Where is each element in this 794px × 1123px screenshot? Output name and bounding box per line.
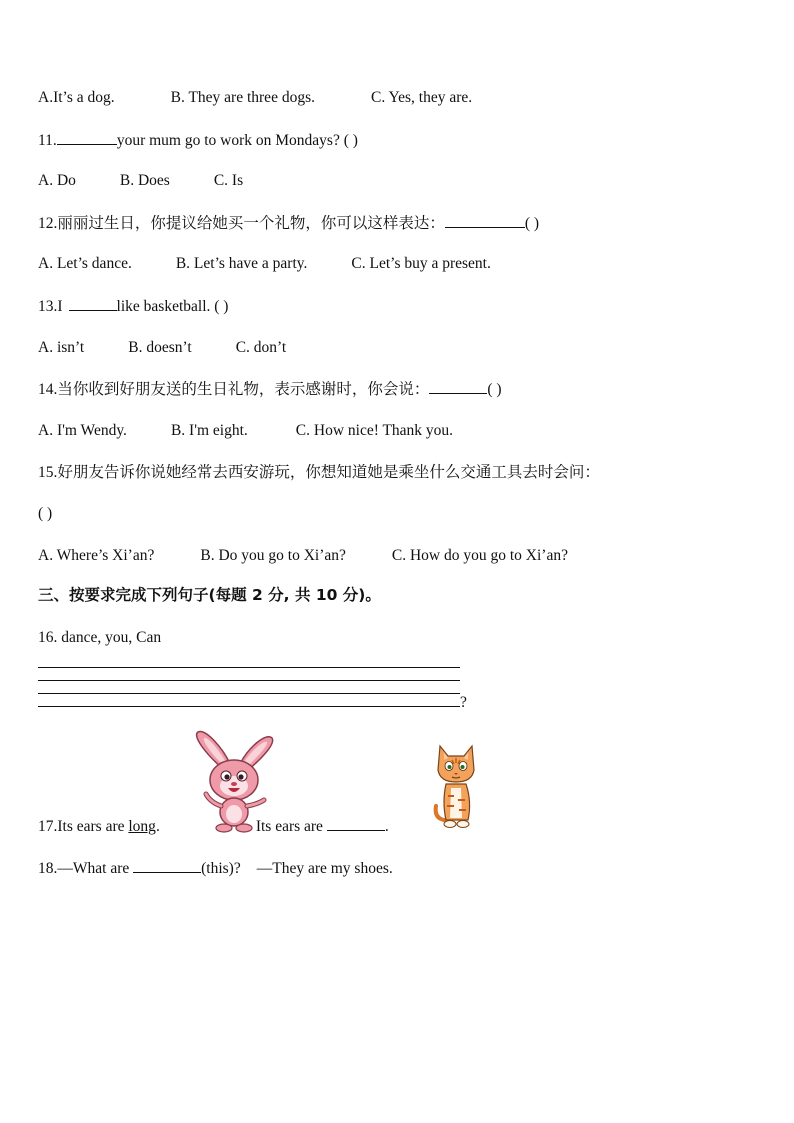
q13-answer-blank[interactable]	[69, 296, 117, 311]
q11-option-b: B. Does	[119, 172, 170, 189]
q11-text: your mum go to work on Mondays? ( )	[116, 132, 358, 149]
q14-options	[38, 421, 453, 441]
q11-option-a: A. Do	[38, 172, 76, 189]
q15-paren: ( )	[38, 505, 53, 522]
q13-option-b: B. doesn’t	[128, 339, 192, 356]
q13-question	[38, 296, 228, 317]
q16-writing-line[interactable]	[38, 693, 460, 694]
q11-options	[38, 171, 243, 191]
q10-option-a: A.It’s a dog.	[38, 89, 115, 106]
q13-text: like basketball. ( )	[116, 298, 229, 315]
q16-question: 16. dance, you, Can	[38, 629, 162, 646]
q12-paren: ( )	[524, 215, 540, 232]
section-3-heading: 三、按要求完成下列句子(每题 2 分, 共 10 分)。	[38, 586, 381, 604]
q13-prefix: 13.I	[38, 298, 63, 315]
q17-question	[38, 816, 389, 837]
q15-option-c: C. How do you go to Xi’an?	[391, 547, 568, 564]
q14-answer-blank[interactable]	[429, 379, 487, 394]
q12-text: 12.丽丽过生日，你提议给她买一个礼物，你可以这样表达：	[38, 215, 445, 232]
q18-prefix: 18.—What are	[38, 860, 134, 877]
q11-question	[38, 130, 358, 151]
q18-question	[38, 858, 393, 879]
q14-question	[38, 379, 502, 400]
q12-question	[38, 213, 539, 234]
q15-options	[38, 546, 568, 566]
q13-option-c: C. don’t	[235, 339, 287, 356]
q10-option-b: B. They are three dogs.	[170, 89, 315, 106]
q14-text: 14.当你收到好朋友送的生日礼物，表示感谢时，你会说：	[38, 381, 430, 398]
q17-answer-blank[interactable]	[327, 816, 385, 831]
q13-options	[38, 338, 286, 358]
q16-writing-line[interactable]	[38, 667, 460, 668]
q16-writing-line[interactable]	[38, 706, 460, 707]
q17-second-suffix: .	[384, 818, 389, 835]
q17-suffix: .	[155, 818, 160, 835]
q14-paren: ( )	[487, 381, 502, 398]
q11-option-c: C. Is	[213, 172, 244, 189]
q10-option-c: C. Yes, they are.	[370, 89, 473, 106]
q12-answer-blank[interactable]	[445, 213, 525, 228]
q14-option-b: B. I'm eight.	[170, 422, 248, 439]
q12-option-b: B. Let’s have a party.	[175, 255, 308, 272]
q12-option-c: C. Let’s buy a present.	[351, 255, 491, 272]
q11-number: 11.	[38, 132, 57, 149]
cat-illustration	[432, 740, 482, 832]
q13-option-a: A. isn’t	[38, 339, 85, 356]
q18-mid: (this)?	[201, 860, 241, 877]
q18-answer-blank[interactable]	[133, 858, 201, 873]
q17-second-prefix: Its ears are	[255, 818, 327, 835]
q17-underlined-word: long	[128, 818, 156, 835]
q16-writing-line[interactable]	[38, 680, 460, 681]
q10-options	[38, 88, 472, 108]
q15-question: 15.好朋友告诉你说她经常去西安游玩，你想知道她是乘坐什么交通工具去时会问：	[38, 464, 600, 481]
q14-option-a: A. I'm Wendy.	[38, 422, 127, 439]
q15-option-a: A. Where’s Xi’an?	[38, 547, 155, 564]
q11-answer-blank[interactable]	[57, 130, 117, 145]
q12-options	[38, 254, 491, 274]
q12-option-a: A. Let’s dance.	[38, 255, 132, 272]
q16-question-mark: ?	[460, 694, 467, 711]
q14-option-c: C. How nice! Thank you.	[295, 422, 454, 439]
q17-prefix: 17.Its ears are	[38, 818, 129, 835]
q18-answer: —They are my shoes.	[256, 860, 393, 877]
q15-option-b: B. Do you go to Xi’an?	[200, 547, 346, 564]
